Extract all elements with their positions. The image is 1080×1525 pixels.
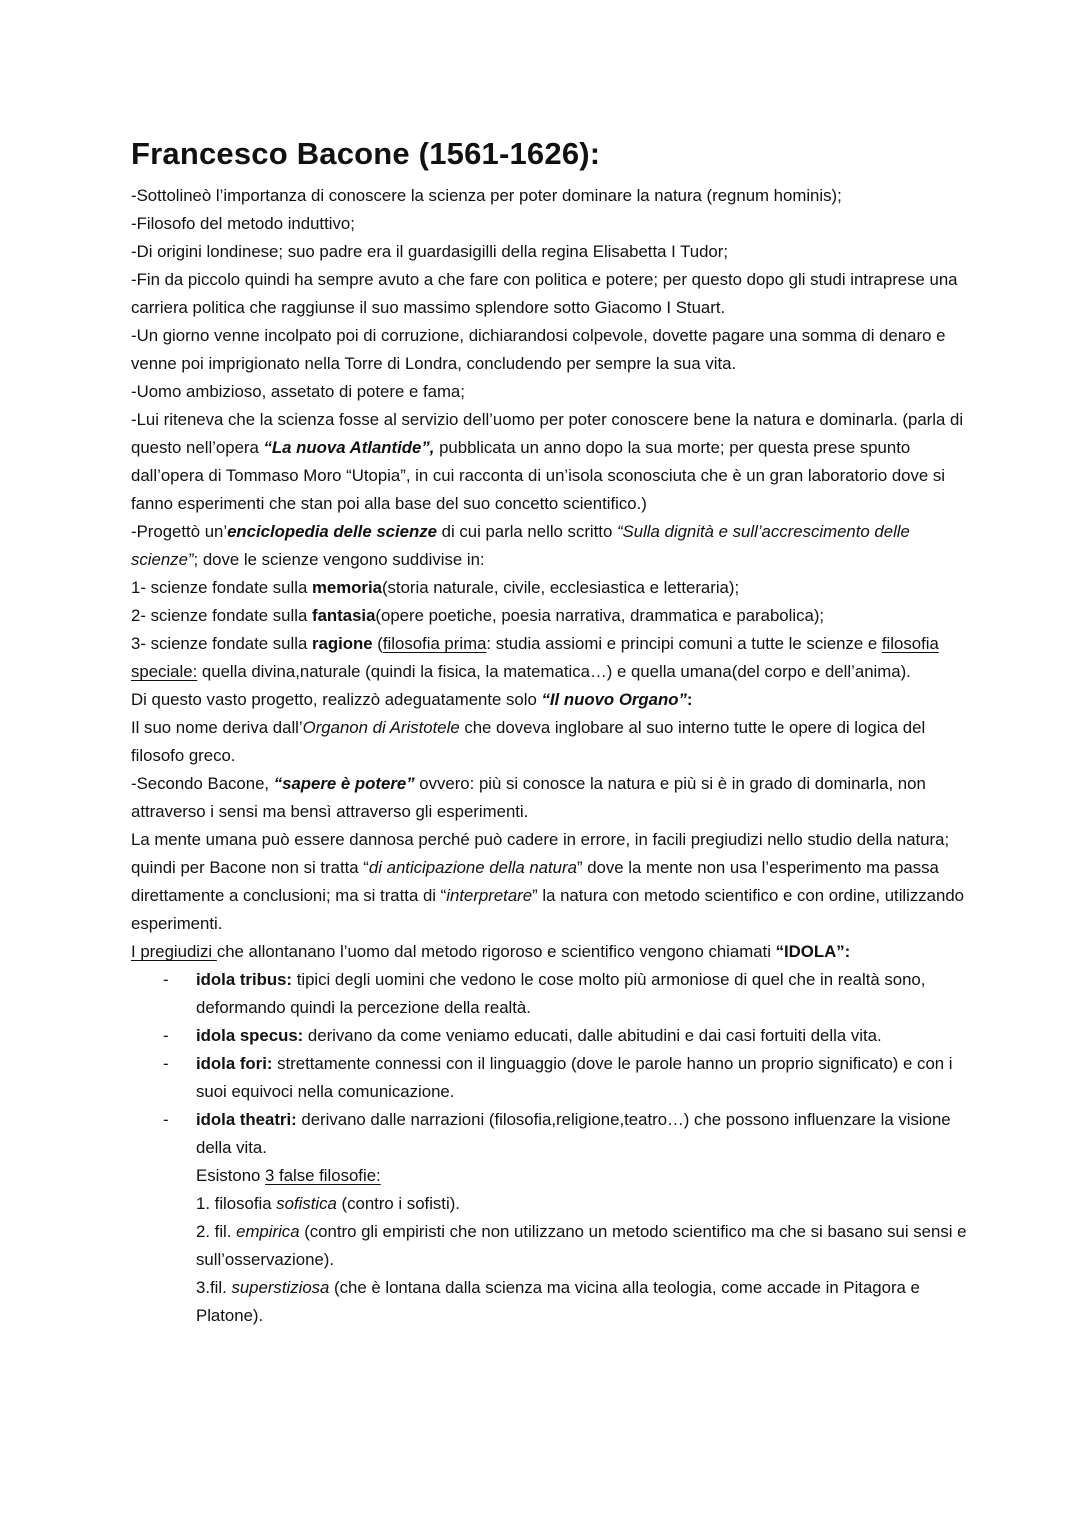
paragraph-ambition: -Uomo ambizioso, assetato di potere e fama;	[131, 382, 465, 401]
paragraph-corruption: -Un giorno venne incolpato poi di corruzione, dichiarandosi colpevole, dovette pagare una somma di denaro e venne poi imprigionato nella Torre di Londra, concludendo per sempre la sua vita.	[131, 326, 946, 373]
paragraph-mind: La mente umana può essere dannosa perché può cadere in errore, in facili pregiudizi nello studio della natura; quindi per Bacone non si tratta “di anticipazione della natura” dove la mente non usa l’esperimento ma passa direttamente a conclusioni; ma si tratta di “interpretare” la natura con metodo scientifico e con ordine, utilizzando esperimenti.	[131, 830, 964, 933]
false-philosophy-item: 3.fil. superstiziosa (che è lontana dalla scienza ma vicina alla teologia, come accade in Pitagora e Platone).	[196, 1278, 920, 1325]
document-body	[131, 182, 980, 1330]
false-philosophy-item: 2. fil. empirica (contro gli empiristi che non utilizzano un metodo scientifico ma che si basano sui sensi e sull’osservazione).	[196, 1222, 967, 1269]
paragraph-idola-intro: I pregiudizi che allontanano l’uomo dal metodo rigoroso e scientifico vengono chiamati “IDOLA”:	[131, 942, 851, 961]
paragraph-encyclopedia: -Progettò un’enciclopedia delle scienze di cui parla nello scritto “Sulla dignità e sull’accrescimento delle scienze”; dove le scienze vengono suddivise in:	[131, 522, 910, 569]
work-title-dignita: “Sulla dignità e sull’accrescimento delle scienze”	[131, 522, 910, 569]
list-item: - idola fori: strettamente connessi con il linguaggio (dove le parole hanno un proprio significato) e con i suoi equivoci nella comunicazione.	[163, 1054, 953, 1101]
quote-sapere: “sapere è potere”	[273, 774, 415, 793]
science-item: 3- scienze fondate sulla ragione (filosofia prima: studia assiomi e principi comuni a tutte le scienze e filosofia speciale: quella divina,naturale (quindi la fisica, la matematica…) e quella umana(del corpo e dell’anima).	[131, 634, 939, 681]
paragraph-organon: Il suo nome deriva dall’Organon di Aristotele che doveva inglobare al suo interno tutte le opere di logica del filosofo greco.	[131, 718, 926, 765]
paragraph-importance: -Sottolineò l’importanza di conoscere la scienza per poter dominare la natura (regnum hominis);	[131, 186, 842, 205]
paragraph-sapere: -Secondo Bacone, “sapere è potere” ovvero: più si conosce la natura e più si è in grado di dominarla, non attraverso i sensi ma bensì attraverso gli esperimenti.	[131, 774, 926, 821]
paragraph-atlantis: -Lui riteneva che la scienza fosse al servizio dell’uomo per poter conoscere bene la natura e dominarla. (parla di questo nell’opera “La nuova Atlantide”, pubblicata un anno dopo la sua morte; per questa prese spunto dall’opera di Tommaso Moro “Utopia”, in cui racconta di un’isola sconosciuta che è un gran laboratorio dove si fanno esperimenti che stan poi alla base del suo concetto scientifico.)	[131, 410, 964, 513]
list-item: - idola specus: derivano da come veniamo educati, dalle abitudini e dai casi fortuiti della vita.	[163, 1026, 882, 1045]
science-item: 1- scienze fondate sulla memoria(storia naturale, civile, ecclesiastica e letteraria);	[131, 578, 740, 597]
list-item: - idola theatri: derivano dalle narrazioni (filosofia,religione,teatro…) che possono influenzare la visione della vita.	[163, 1110, 951, 1157]
paragraph-method: -Filosofo del metodo induttivo;	[131, 214, 355, 233]
science-item: 2- scienze fondate sulla fantasia(opere poetiche, poesia narrativa, drammatica e parabolica);	[131, 606, 825, 625]
list-item: - idola tribus: tipici degli uomini che vedono le cose molto più armoniose di quel che in realtà sono, deformando quindi la percezione della realtà.	[163, 970, 926, 1017]
paragraph-origins: -Di origini londinese; suo padre era il guardasigilli della regina Elisabetta I Tudor;	[131, 242, 729, 261]
paragraph-career: -Fin da piccolo quindi ha sempre avuto a che fare con politica e potere; per questo dopo gli studi intraprese una carriera politica che raggiunse il suo massimo splendore sotto Giacomo I Stuart.	[131, 270, 958, 317]
term-enciclopedia: enciclopedia delle scienze	[227, 522, 437, 541]
idola-list	[131, 966, 980, 1162]
page-title: Francesco Bacone (1561-1626):	[131, 136, 601, 171]
paragraph-organo: Di questo vasto progetto, realizzò adeguatamente solo “Il nuovo Organo”:	[131, 690, 693, 709]
false-philosophy-item: 1. filosofia sofistica (contro i sofisti).	[196, 1194, 460, 1213]
term-idola: “IDOLA”:	[775, 942, 851, 961]
false-philosophies-heading: Esistono 3 false filosofie:	[196, 1166, 381, 1185]
work-title-organo: “Il nuovo Organo”	[541, 690, 687, 709]
work-title-atlantide: “La nuova Atlantide”,	[263, 438, 435, 457]
